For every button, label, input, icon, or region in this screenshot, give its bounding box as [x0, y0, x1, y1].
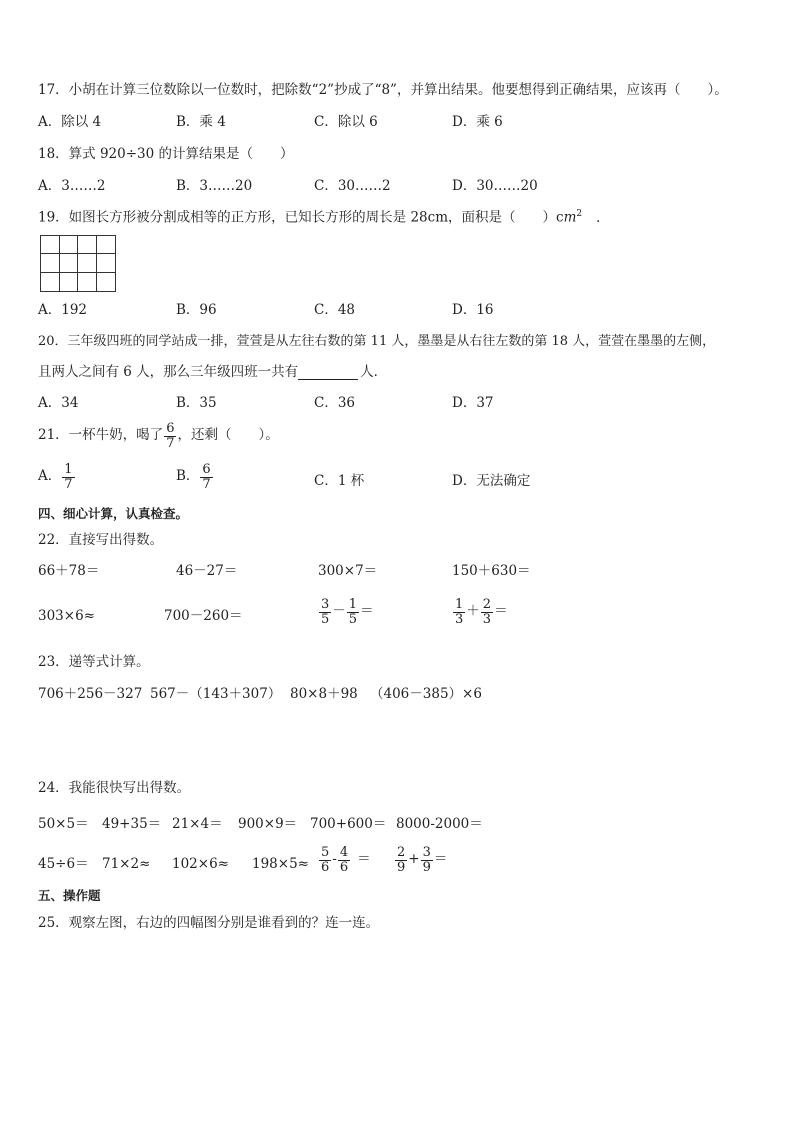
q24-title: 24．我能很快写出得数。: [38, 780, 191, 796]
fraction: $\frac{1}{3}$: [455, 597, 464, 627]
q17-option-c: C．除以 6: [314, 114, 378, 130]
section-heading-4: 四、细心计算，认真检查。: [38, 506, 189, 521]
q24-item: 21×4＝: [172, 816, 223, 832]
q21-stem: [38, 422, 279, 450]
q24-item: 900×9＝: [238, 816, 298, 832]
q23-title: 23．递等式计算。: [38, 654, 150, 670]
q24-item: 71×2≈: [102, 856, 151, 872]
q20-option-c: C．36: [314, 395, 356, 411]
q22-title: 22．直接写出得数。: [38, 532, 164, 548]
q17-stem: 17．小胡在计算三位数除以一位数时，把除数“2”抄成了“8”，并算出结果。他要想得到正确结果，应该再（ ）。: [38, 82, 728, 98]
q24-item: 8000-2000＝: [396, 816, 483, 832]
q24-item: 198×5≈: [252, 856, 309, 872]
q19-option-c: C．48: [314, 302, 356, 318]
q22-item: 300×7＝: [318, 563, 378, 579]
q24-item: 45÷6＝: [38, 856, 89, 872]
fraction: $\frac{3}{9}$: [422, 845, 431, 875]
q21-stem-end: ，还剩（ ）。: [177, 427, 279, 444]
q18-option-b: B．3……20: [176, 178, 253, 194]
fraction: $\frac{4}{6}$: [339, 845, 349, 875]
q18-option-d: D．30……20: [452, 178, 538, 194]
fraction: $\frac{5}{6}$: [321, 845, 330, 875]
q17-option-a: A．除以 4: [38, 114, 102, 130]
q21-option-d: D．无法确定: [452, 473, 531, 489]
q23-item: （406－385）×6: [370, 686, 482, 702]
q24-item: 50×5＝: [38, 816, 89, 832]
q19-stem-text: 19．如图长方形被分割成相等的正方形，已知长方形的周长是 28cm，面积是（ ）c: [38, 209, 564, 226]
q24-fraction-item: $\frac{2}{9}$ + $\frac{3}{9}$ ＝: [397, 845, 448, 875]
q20-option-b: B．35: [176, 395, 217, 411]
q22-fraction-item: $\frac{3}{5}$ － $\frac{1}{5}$ ＝: [321, 597, 374, 627]
q18-option-a: A．3……2: [38, 178, 106, 194]
q23-item: 80×8＋98: [290, 686, 358, 702]
q20-option-d: D．37: [452, 395, 494, 411]
q20-stem-line2-end: 人．: [360, 364, 388, 380]
q22-item: 303×6≈: [38, 608, 95, 624]
fraction: $\frac{2}{3}$: [482, 597, 492, 627]
fraction: $\frac{1}{5}$: [348, 597, 358, 627]
q22-item: 700－260＝: [164, 608, 243, 624]
q22-item: 46－27＝: [176, 563, 238, 579]
q21-stem-text: 21．一杯牛奶，喝了: [38, 427, 164, 444]
q21-option-c: C．1 杯: [314, 473, 365, 489]
q19-unit-m: m: [563, 209, 577, 226]
q20-stem-line2: [38, 366, 387, 380]
q21-option-b: B． $\frac{6}{7}$: [176, 462, 211, 492]
fraction: $\frac{3}{5}$: [321, 597, 330, 627]
fraction: $\frac{6}{7}$: [166, 421, 175, 451]
fraction: $\frac{2}{9}$: [397, 845, 406, 875]
q19-option-d: D．16: [452, 302, 494, 318]
q18-stem: 18．算式 920÷30 的计算结果是（ ）: [38, 146, 294, 162]
q22-fraction-item: $\frac{1}{3}$ ＋ $\frac{2}{3}$ ＝: [455, 597, 508, 627]
q17-option-d: D．乘 6: [452, 114, 503, 130]
q19-option-b: B．96: [176, 302, 217, 318]
fraction: $\frac{1}{7}$: [64, 462, 73, 492]
rectangle-grid-figure: [40, 235, 116, 292]
q24-item: 49+35＝: [102, 816, 162, 832]
q23-item: 706＋256－327: [38, 686, 143, 702]
q20-stem-line2-text: 且两人之间有 6 人，那么三年级四班一共有: [38, 364, 299, 380]
q21-option-a: A． $\frac{1}{7}$: [38, 462, 73, 492]
q22-item: 150＋630＝: [452, 563, 531, 579]
q24-fraction-item: $\frac{5}{6}$ - $\frac{4}{6}$ ＝: [321, 845, 371, 875]
q19-unit-sup: 2: [576, 209, 583, 219]
q19-stem-end: ．: [596, 209, 610, 226]
q20-option-a: A．34: [38, 395, 79, 411]
q17-option-b: B．乘 4: [176, 114, 226, 130]
answer-blank: [298, 367, 358, 380]
q23-item: 567－（143＋307）: [150, 686, 282, 702]
q24-item: 700+600＝: [310, 816, 387, 832]
q18-option-c: C．30……2: [314, 178, 391, 194]
q24-item: 102×6≈: [172, 856, 229, 872]
section-heading-5: 五、操作题: [38, 888, 101, 903]
q22-item: 66＋78＝: [38, 563, 100, 579]
fraction: $\frac{6}{7}$: [202, 462, 211, 492]
q25-stem: 25．观察左图，右边的四幅图分别是谁看到的？连一连。: [38, 915, 380, 931]
q19-stem: [38, 210, 610, 225]
q20-stem-line1: 20．三年级四班的同学站成一排，萱萱是从左往右数的第 11 人，墨墨是从右往左数的第 18 人，萱萱在墨墨的左侧，: [38, 334, 716, 349]
q19-option-a: A．192: [38, 302, 88, 318]
